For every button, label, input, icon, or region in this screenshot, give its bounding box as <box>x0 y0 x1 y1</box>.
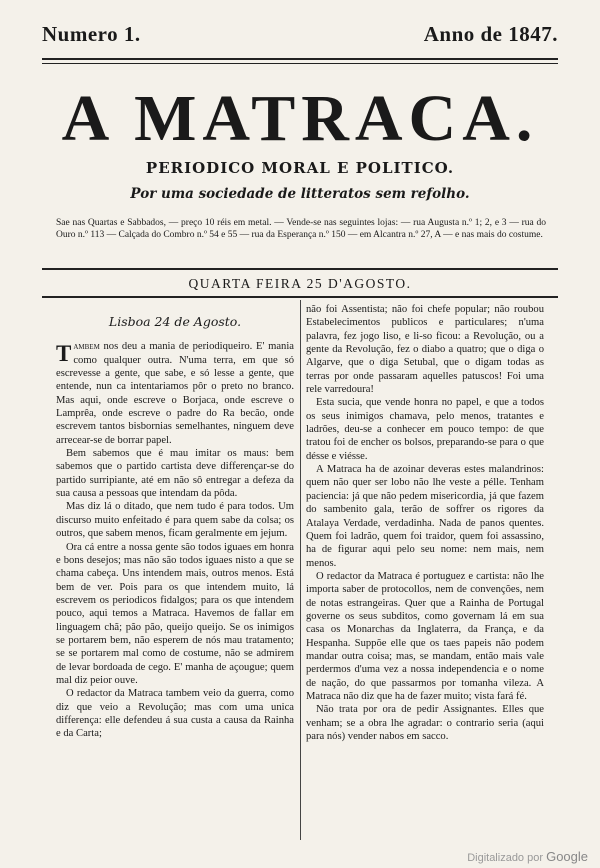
article-paragraph-8: A Matraca ha de azoinar deveras estes malandrinos: quem não quer ser lobo não lhe veste a pélle. Tenham paciencia: já que não pedem misericordia, já que fazem do sambenito gala, terão de soffrer os rigores da Atalaya Verdade, verdadinha. Nada de panos quentes. Quem foi ladrão, quem foi traidor, quem foi assassino, ha de figurar aqui pelo seu nome: nem mais, nem menos. <box>306 464 544 569</box>
column-divider <box>300 300 301 840</box>
header-line <box>42 20 558 48</box>
publication-info: Sae nas Quartas e Sabbados, — preço 10 réis em metal. — Vende-se nas seguintes lojas: — rua Augusta n.º 1; 2, e 3 — rua do Ouro n.º 113 — Calçada do Combro n.º 54 e 55 — rua da Esperança n.º 150 — em Alcantra n.º 27, A — e nas mais do costume. <box>56 218 546 240</box>
right-column <box>306 303 544 843</box>
article-paragraph-9: O redactor da Matraca é portuguez e cartista: não lhe importa saber de protocollos, nem de convenções, nem de notas estrangeiras. Quer que a Rainha de Portugal governe os seus subditos, como governam lá em sua casa os Monarchas da Inglaterra, da França, e da Hespanha. Suppõe elle que os taes papeis não podem mandar outra coisa; mas, se mandam, então mais vale perdermos d'uma vez a nossa independencia e o nome de nação, do que passarmos por tomanha vileza. A Matraca não diz que ha de fazer muito; vista fará fé. <box>306 570 544 702</box>
article-paragraph-5: O redactor da Matraca tambem veio da guerra, como diz que veio a Revolução; mas com uma unica differença: elle defendeu á sua custa a causa da Rainha e da Carta; <box>56 688 294 740</box>
paragraph-text: nos deu a mania de periodiqueiro. E' mania como qualquer outra. N'uma terra, em que só escrevesse a gente, que sabe, e só lesse a gente, que entende, nun ca intentariamos pôr o preto no branco. Mas aqui, onde escreve o Borjaca, onde escreve o Lamprêa, onde escreve o padre do Ra becão, onde escrevem tantos bisbornias semelhantes, ninguem deve arrecear-se de borrar papel. <box>56 341 294 446</box>
article-paragraph-6: não foi Assentista; não foi chefe popular; não roubou Estabelecimentos publicos e particulares; n'uma palavra, fez jogo liso, e li-so ficou: a Revolução, ou a gente da Revolução, fez o diabo a quatro; que o diga o Algarve, que o diga Setubal, que o digam todas as terras por onde passaram aquelles patuscos! Foi uma rele varredoura! <box>306 304 544 396</box>
article-paragraph-2: Bem sabemos que é mau imitar os maus: bem sabemos que o partido cartista deve differençar-se do partido surripiante, até em não sô entregar a defeza da sua causa a pessoas que intendam da pôda. <box>56 448 294 500</box>
masthead-tagline: Por uma sociedade de litteratos sem refolho. <box>130 186 470 202</box>
article-paragraph-7: Esta sucia, que vende honra no papel, e que a todos os seus inimigos chamava, pelo menos, tratantes e ladrões, deu-se a conhecer em pouco tempo: de que tratou foi de encher os bolsos, preparando-se para o que désse e viésse. <box>306 397 544 462</box>
masthead-title: A MATRACA. <box>61 82 539 155</box>
issue-number: Numero 1. <box>42 21 141 46</box>
google-logo: Google <box>546 849 588 864</box>
first-word: ambem <box>73 341 100 353</box>
left-column <box>56 303 294 843</box>
place-date: Lisboa 24 de Agosto. <box>108 314 242 329</box>
article-paragraph-4: Ora cá entre a nossa gente são todos iguaes em honra e bons desejos; mas não são todos iguaes nisto a que se chama cabeça. Uns intendem mais, outros menos. Está bem de ver. Pois para os que intendem muito, lá escrevem os periodicos fidalgos; para os que intendem pouco, aqui temos a Matraca. Havemos de fallar em linguagem chã; pão pão, queijo queijo. Se os inimigos se portarem bem, não esperem de nós mau tratamento; se se portarem mal como de costume, não se admirem de levar bordoada de cego. E' manha de açougue; quem mal diz peior ouve. <box>56 541 294 686</box>
publication-year: Anno de 1847. <box>423 21 558 46</box>
digitization-watermark <box>467 849 588 864</box>
article-paragraph-10: Não trata por ora de pedir Assignantes. Elles que venham; se a obra lhe agradar: o contrario seria (aqui para nós) vender nabos em sacco. <box>306 704 544 742</box>
masthead-subtitle: PERIODICO MORAL E POLITICO. <box>145 159 455 177</box>
article-paragraph-1 <box>56 340 294 447</box>
dateline-top-rule <box>42 268 558 270</box>
top-rule <box>42 58 558 60</box>
watermark-prefix: Digitalizado por <box>467 852 544 864</box>
top-rule-thin <box>42 63 558 64</box>
dateline-bottom-rule <box>42 296 558 298</box>
drop-cap: T <box>56 341 72 367</box>
dateline: QUARTA FEIRA 25 D'AGOSTO. <box>188 276 412 291</box>
article-paragraph-3: Mas diz lá o ditado, que nem tudo é para todos. Um discurso muito enfeitado é para quem sabe da colsa; os outros, que sabem menos, ficam geralmente em jejum. <box>56 501 294 540</box>
